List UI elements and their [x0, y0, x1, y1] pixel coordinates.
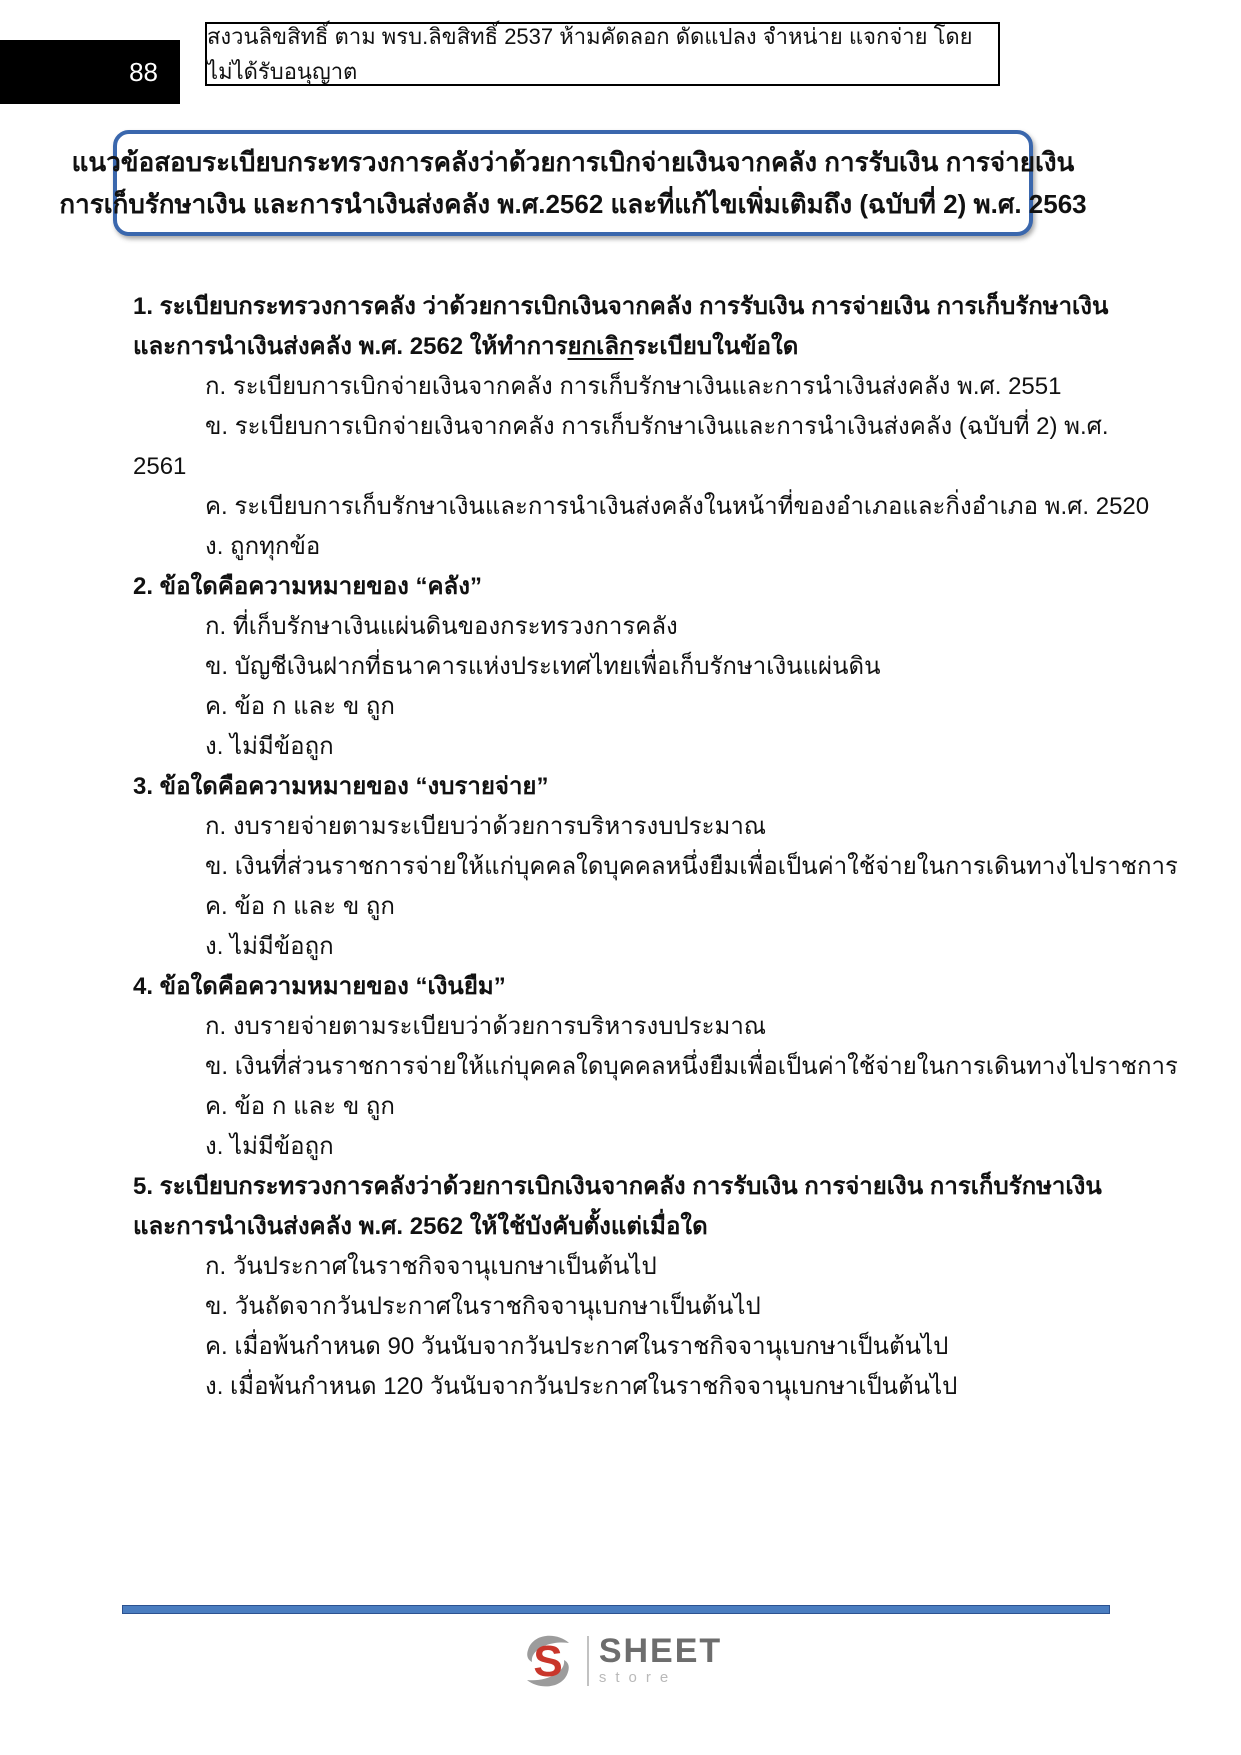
- page-number-box: [0, 40, 180, 104]
- q1-line2-pre: และการนำเงินส่งคลัง พ.ศ. 2562 ให้ทำการ: [133, 333, 568, 360]
- page-number: 88: [129, 56, 158, 87]
- logo-brand-text: SHEET: [598, 1632, 723, 1670]
- questions-area: [133, 287, 1178, 1407]
- q1-choice-b-wrap: 2561: [133, 453, 187, 480]
- logo-divider: [587, 1636, 589, 1686]
- logo-text-block: [598, 1632, 723, 1687]
- exam-title-box: [59, 130, 1087, 236]
- q4-choice-a: ก. งบรายจ่ายตามระเบียบว่าด้วยการบริหารงบประมาณ: [205, 1013, 767, 1040]
- svg-text:S: S: [533, 1637, 563, 1686]
- q5-choice-c: ค. เมื่อพ้นกำหนด 90 วันนับจากวันประกาศในราชกิจจานุเบกษาเป็นต้นไป: [205, 1333, 949, 1360]
- exam-title-line1: แนวข้อสอบระเบียบกระทรวงการคลังว่าด้วยการเบิกจ่ายเงินจากคลัง การรับเงิน การจ่ายเงิน: [71, 147, 1075, 177]
- question-1-line1: 1. ระเบียบกระทรวงการคลัง ว่าด้วยการเบิกเงินจากคลัง การรับเงิน การจ่ายเงิน การเก็บรักษาเงิน: [133, 293, 1109, 320]
- copyright-text: สงวนลิขสิทธิ์ ตาม พรบ.ลิขสิทธิ์ 2537 ห้ามคัดลอก ดัดแปลง จำหน่าย แจกจ่าย โดยไม่ได้รับอนุญาต: [207, 24, 973, 84]
- question-3: 3. ข้อใดคือความหมายของ “งบรายจ่าย”: [133, 773, 549, 800]
- question-2: 2. ข้อใดคือความหมายของ “คลัง”: [133, 573, 482, 600]
- q1-choice-c: ค. ระเบียบการเก็บรักษาเงินและการนำเงินส่งคลังในหน้าที่ของอำเภอและกิ่งอำเภอ พ.ศ. 2520: [205, 493, 1150, 520]
- q5-choice-a: ก. วันประกาศในราชกิจจานุเบกษาเป็นต้นไป: [205, 1253, 657, 1280]
- q2-choice-c: ค. ข้อ ก และ ข ถูก: [205, 693, 395, 720]
- q1-choice-a: ก. ระเบียบการเบิกจ่ายเงินจากคลัง การเก็บรักษาเงินและการนำเงินส่งคลัง พ.ศ. 2551: [205, 373, 1062, 400]
- q1-choice-d: ง. ถูกทุกข้อ: [205, 533, 321, 560]
- question-4: 4. ข้อใดคือความหมายของ “เงินยืม”: [133, 973, 506, 1000]
- logo-sub-text: store: [598, 1669, 678, 1686]
- question-5-line2: และการนำเงินส่งคลัง พ.ศ. 2562 ให้ใช้บังคับตั้งแต่เมื่อใด: [133, 1213, 708, 1240]
- q4-choice-c: ค. ข้อ ก และ ข ถูก: [205, 1093, 395, 1120]
- q2-choice-d: ง. ไม่มีข้อถูก: [205, 733, 334, 760]
- q5-choice-b: ข. วันถัดจากวันประกาศในราชกิจจานุเบกษาเป็นต้นไป: [205, 1293, 761, 1320]
- q2-choice-b: ข. บัญชีเงินฝากที่ธนาคารแห่งประเทศไทยเพื่อเก็บรักษาเงินแผ่นดิน: [205, 653, 881, 680]
- s-monogram-icon: [519, 1631, 577, 1691]
- footer-divider-rule: [122, 1605, 1110, 1614]
- q1-choice-b: ข. ระเบียบการเบิกจ่ายเงินจากคลัง การเก็บรักษาเงินและการนำเงินส่งคลัง (ฉบับที่ 2) พ.ศ.: [205, 413, 1109, 440]
- exam-title-line2: การเก็บรักษาเงิน และการนำเงินส่งคลัง พ.ศ.2562 และที่แก้ไขเพิ่มเติมถึง (ฉบับที่ 2) พ.ศ. 2563: [59, 189, 1087, 219]
- q3-choice-b: ข. เงินที่ส่วนราชการจ่ายให้แก่บุคคลใดบุคคลหนึ่งยืมเพื่อเป็นค่าใช้จ่ายในการเดินทางไปราชการ: [205, 853, 1178, 880]
- question-5-line1: 5. ระเบียบกระทรวงการคลังว่าด้วยการเบิกเงินจากคลัง การรับเงิน การจ่ายเงิน การเก็บรักษาเงิน: [133, 1173, 1102, 1200]
- q5-choice-d: ง. เมื่อพ้นกำหนด 120 วันนับจากวันประกาศในราชกิจจานุเบกษาเป็นต้นไป: [205, 1373, 958, 1400]
- q1-line2-underlined: ยกเลิก: [567, 333, 634, 360]
- q1-line2-post: ระเบียบในข้อใด: [633, 333, 799, 360]
- q3-choice-c: ค. ข้อ ก และ ข ถูก: [205, 893, 395, 920]
- copyright-box: [205, 22, 1000, 86]
- q3-choice-d: ง. ไม่มีข้อถูก: [205, 933, 334, 960]
- question-1-line2: [133, 327, 1113, 367]
- q2-choice-a: ก. ที่เก็บรักษาเงินแผ่นดินของกระทรวงการคลัง: [205, 613, 678, 640]
- sheet-store-logo: [0, 1626, 1241, 1696]
- q3-choice-a: ก. งบรายจ่ายตามระเบียบว่าด้วยการบริหารงบประมาณ: [205, 813, 767, 840]
- q4-choice-d: ง. ไม่มีข้อถูก: [205, 1133, 334, 1160]
- q4-choice-b: ข. เงินที่ส่วนราชการจ่ายให้แก่บุคคลใดบุคคลหนึ่งยืมเพื่อเป็นค่าใช้จ่ายในการเดินทางไปราชการ: [205, 1053, 1178, 1080]
